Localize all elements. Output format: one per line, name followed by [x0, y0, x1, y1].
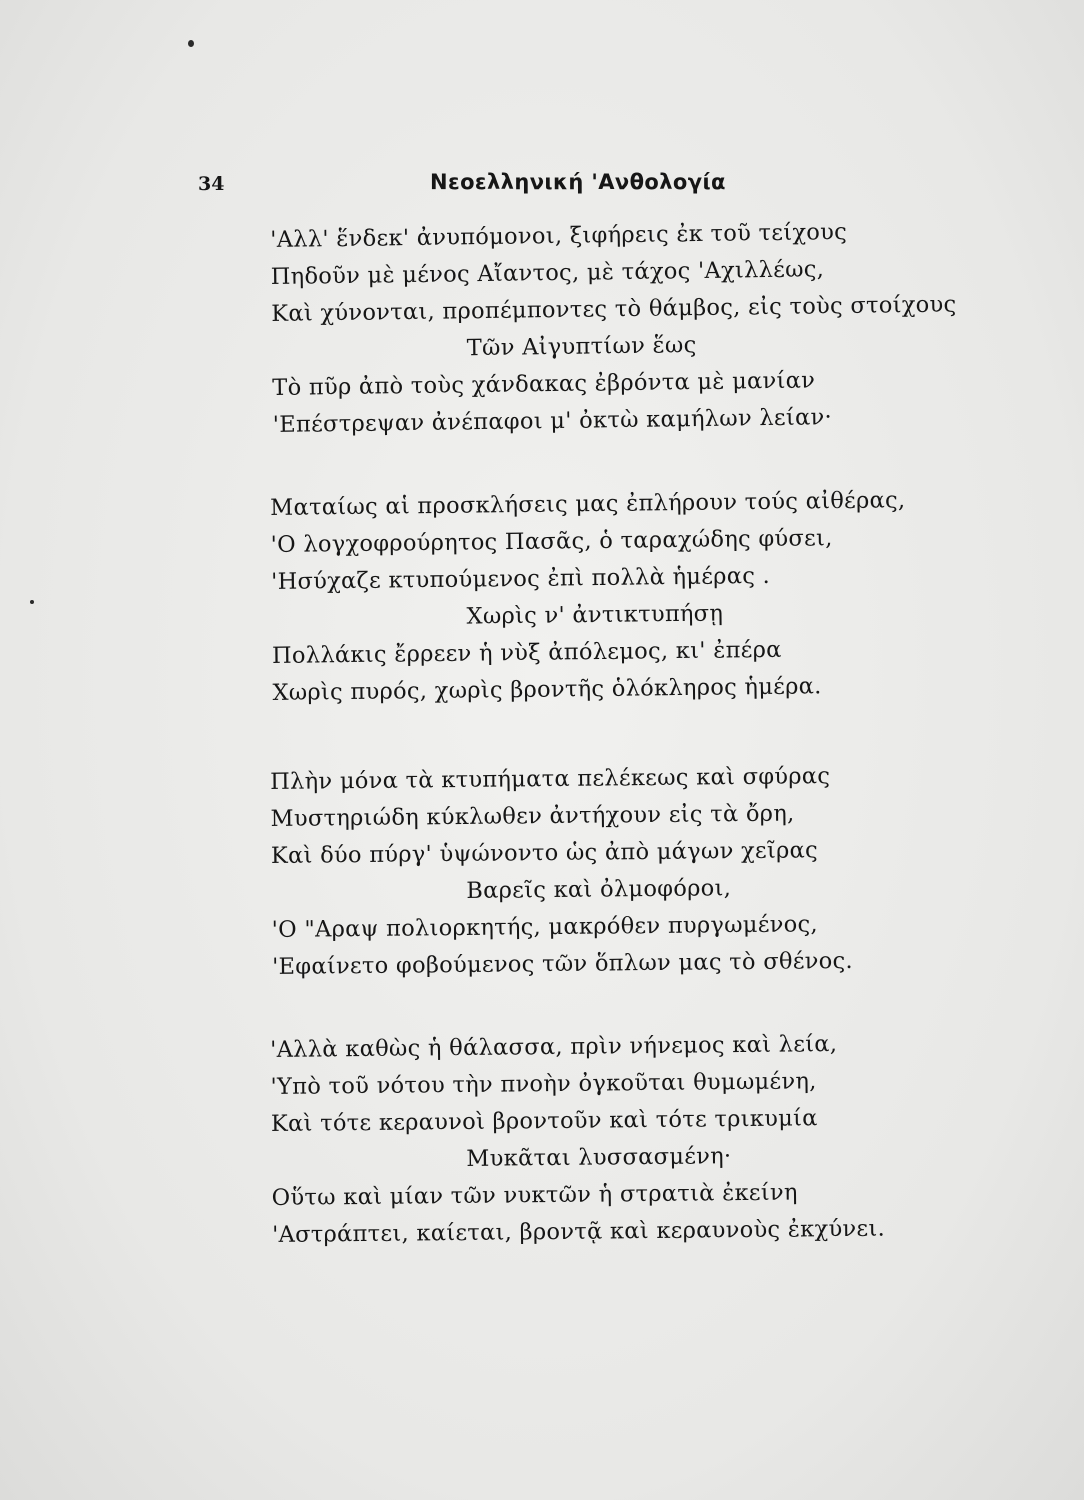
- stanza: [270, 1025, 932, 1254]
- verse-line: Καὶ δύο πύργ' ὑψώνοντο ὡς ἀπὸ μάγων χεῖρας: [270, 837, 819, 869]
- verse-line: Τῶν Αἰγυπτίων ἕως: [466, 332, 697, 362]
- verse-line: Οὕτω καὶ μίαν τῶν νυκτῶν ἡ στρατιὰ ἐκείνη: [271, 1179, 798, 1211]
- verse-line: Πολλάκις ἔρρεεν ἡ νὺξ ἀπόλεμος, κι' ἐπέρα: [271, 636, 782, 669]
- verse-line: 'Εφαίνετο φοβούμενος τῶν ὅπλων μας τὸ σθένος.: [271, 947, 854, 980]
- verse-line: 'Αστράπτει, καίεται, βροντᾷ καὶ κεραυνοὺς ἐκχύνει.: [271, 1215, 886, 1248]
- running-title: Νεοελληνική 'Ανθολογία: [430, 170, 726, 194]
- stanza: [270, 213, 957, 444]
- verse-line: Μυστηριώδη κύκλωθεν ἀντήχουν εἰς τὰ ὄρη,: [270, 800, 795, 832]
- verse-line: Πηδοῦν μὲ μένος Αἴαντος, μὲ τάχος 'Αχιλλέως,: [270, 256, 825, 290]
- verse-line: Βαρεῖς καὶ ὀλμοφόροι,: [466, 875, 732, 904]
- page-number: 34: [198, 173, 225, 195]
- verse-line: 'Υπὸ τοῦ νότου τὴν πνοὴν ὀγκοῦται θυμωμένη,: [270, 1068, 817, 1100]
- verse-line: 'Αλλ' ἕνδεκ' ἀνυπόμονοι, ξιφήρεις ἐκ τοῦ τείχους: [270, 218, 848, 253]
- verse-line: Μυκᾶται λυσσασμένη·: [466, 1143, 732, 1172]
- verse-line: Τὸ πῦρ ἀπὸ τοὺς χάνδακας ἐβρόντα μὲ μανίαν: [272, 367, 816, 401]
- ink-speck: [188, 40, 194, 47]
- verse-line: Ματαίως αἱ προσκλήσεις μας ἐπλήρουν τούς αἰθέρας,: [270, 487, 906, 521]
- verse-line: 'Επέστρεψαν ἀνέπαφοι μ' ὀκτὼ καμήλων λείαν·: [272, 404, 833, 438]
- stanza: [270, 757, 932, 986]
- verse-line: 'Αλλὰ καθὼς ἡ θάλασσα, πρὶν νήνεμος καὶ λεία,: [270, 1031, 838, 1063]
- verse-line: 'Ησύχαζε κτυπούμενος ἐπὶ πολλὰ ἡμέρας .: [270, 562, 771, 595]
- verse-line: Καὶ χύνονται, προπέμποντες τὸ θάμβος, εἰς τοὺς στοίχους: [271, 291, 957, 327]
- verse-line: Πλὴν μόνα τὰ κτυπήματα πελέκεως καὶ σφύρας: [270, 763, 831, 795]
- ink-speck: [30, 600, 34, 604]
- verse-line: Καὶ τότε κεραυνοὶ βροντοῦν καὶ τότε τρικυμία: [270, 1105, 818, 1137]
- verse-line: Χωρὶς πυρός, χωρὶς βροντῆς ὁλόκληρος ἡμέρα.: [272, 673, 822, 706]
- verse-line: 'Ο λογχοφρούρητος Πασᾶς, ὁ ταραχώδης φύσει,: [270, 525, 833, 558]
- verse-line: 'Ο "Αραψ πολιορκητής, μακρόθεν πυργωμένος,: [271, 911, 819, 943]
- stanza: [270, 482, 933, 712]
- verse-line: Χωρὶς ν' ἀντικτυπήσῃ: [466, 600, 724, 630]
